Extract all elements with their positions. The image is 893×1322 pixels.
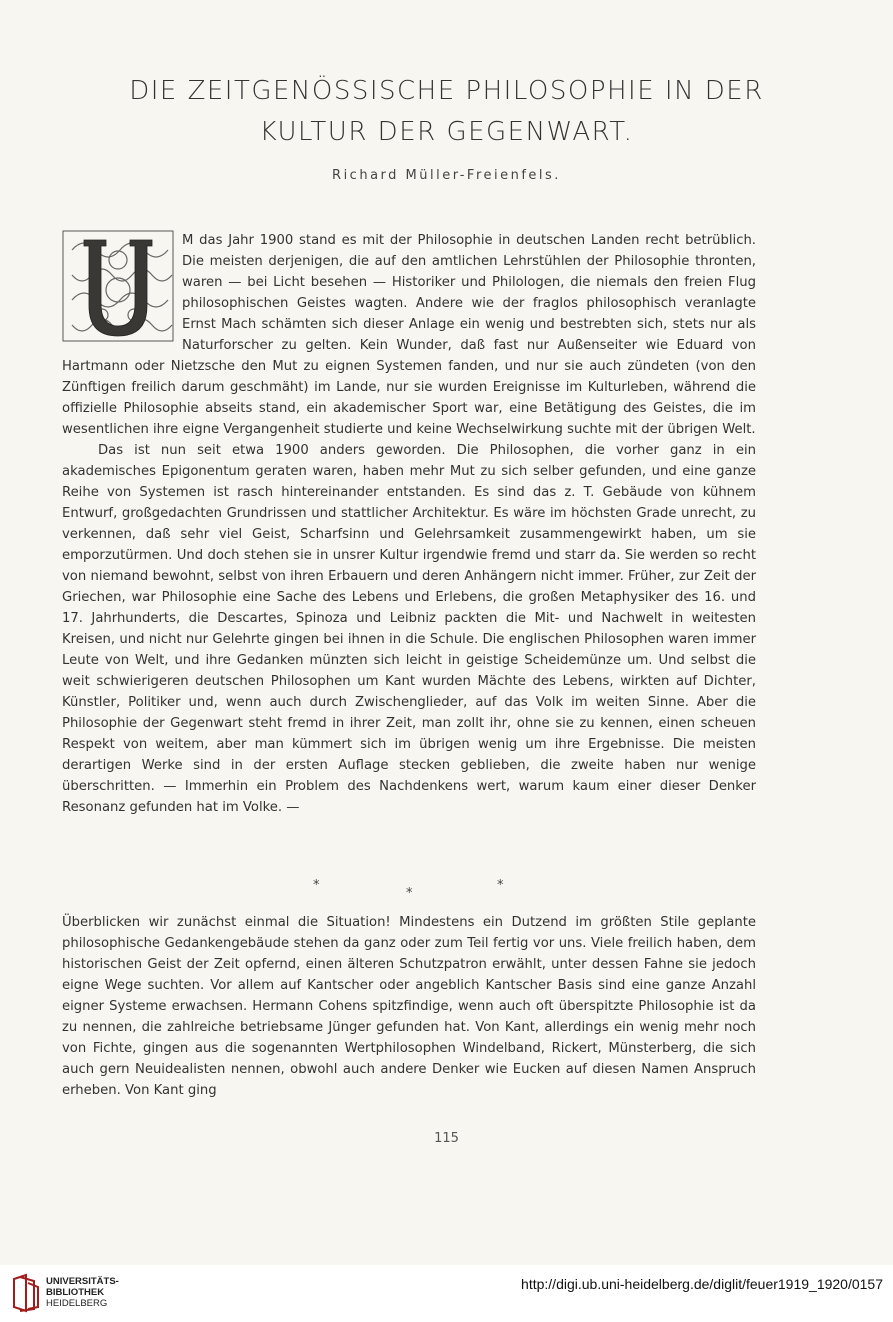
section-separator bbox=[0, 878, 893, 901]
text-section-2 bbox=[62, 912, 756, 1101]
paragraph-2: Das ist nun seit etwa 1900 anders geworden. Die Philosophen, die vorher ganz in ein akademisches Epigonentum geraten waren, haben mehr Mut zu sich selber gefunden, und eine ganze Reihe von Systemen ist rasch hintereinander entstanden. Es sind das z. T. Gebäude von kühnem Entwurf, großgedachten Grundrissen und stattlicher Architektur. Es wäre im höchsten Grade unrecht, zu verkennen, daß sehr viel Geist, Scharfsinn und Gelehrsamkeit zusammengewirkt haben, um sie emporzutürmen. Und doch stehen sie in unsrer Kultur irgendwie fremd und starr da. Sie werden so recht von niemand bewohnt, selbst von ihren Erbauern und deren Anhängern nicht immer. Früher, zur Zeit der Griechen, war Philosophie eine Sache des Lebens und Erlebens, die großen Metaphysiker des 16. und 17. Jahrhunderts, die Descartes, Spinoza und Leibniz packten die Mit- und Nachwelt in weitesten Kreisen, und nicht nur Gelehrte gingen bei ihnen in die Schule. Die englischen Philosophen waren immer Leute von Welt, und ihre Gedanken münzten sich leicht in geistige Scheidemünze um. Und selbst die weit schwierigeren deutschen Philosophen um Kant wurden Mächte des Lebens, wirkten auf Dichter, Künstler, Politiker und, wenn auch durch Zwischenglieder, auf das Volk im weiten Sinne. Aber die Philosophie der Gegenwart steht fremd in ihrer Zeit, man zollt ihr, ohne sie zu kennen, einen scheuen Respekt von weitem, aber man kümmert sich im übrigen wenig um ihre Ergebnisse. Die meisten derartigen Werke sind in der ersten Auflage stecken geblieben, die zweite haben nur wenige überschritten. — Immerhin ein Problem des Nachdenkens wert, warum kaum einer dieser Denker Resonanz gefunden hat im Volke. — bbox=[62, 443, 756, 815]
footer-bar bbox=[0, 1265, 893, 1322]
library-name[interactable] bbox=[46, 1276, 119, 1309]
decorative-initial-u-icon bbox=[62, 230, 174, 342]
paragraph-1: M das Jahr 1900 stand es mit der Philosophie in deutschen Landen recht betrüblich. Die meisten derjenigen, die auf den amtlichen Lehrstühlen der Philosophie thronten, waren — bei Licht besehen — Historiker und Philologen, die niemals den freien Flug philosophischen Geistes wagten. Andere wie der fraglos philosophisch veranlagte Ernst Mach schämten sich dieser Anlage ein wenig und bestrebten sich, stets nur als Naturforscher zu gelten. Kein Wunder, daß fast nur Außenseiter wie Eduard von Hartmann oder Nietzsche den Mut zu eignen Systemen fanden, und nur sie auch zündeten (von den Zünftigen freilich darum geschmäht) im Lande, nur sie wurden Ereignisse im Kulturleben, während die offizielle Philosophie abseits stand, ein akademischer Sport war, eine Betätigung des Geistes, die im wesentlichen ihre eigne Vergangenheit studierte und keine Wechselwirkung suchte mit der übrigen Welt. bbox=[62, 233, 756, 437]
initial-letter: U bbox=[113, 284, 123, 295]
separator-star-2: * bbox=[406, 886, 413, 901]
text-section-1 bbox=[62, 230, 756, 818]
library-name-line-1: UNIVERSITÄTS- bbox=[46, 1276, 119, 1287]
library-name-line-3: HEIDELBERG bbox=[46, 1298, 108, 1309]
title-line-1: DIE ZEITGENÖSSISCHE PHILOSOPHIE IN DER bbox=[129, 76, 764, 106]
library-name-line-2: BIBLIOTHEK bbox=[46, 1287, 105, 1298]
title-line-2: KULTUR DER GEGENWART. bbox=[259, 117, 634, 147]
paragraph-3: Überblicken wir zunächst einmal die Situation! Mindestens ein Dutzend im größten Stile geplante philosophische Gedankengebäude stehen da ganz oder zum Teil fertig vor uns. Viele freilich haben, dem historischen Geist der Zeit opfernd, einen älteren Schutzpatron erwählt, unter dessen Fahne sie jedoch eigne Wege suchten. Vor allem auf Kantscher oder angeblich Kantscher Basis sind eine ganze Anzahl eigner Systeme erwachsen. Hermann Cohens spitzfindige, wenn auch oft überspitzte Philosophie ist da zu nennen, die zahlreiche betriebsame Jünger gefunden hat. Von Kant, allerdings ein wenig mehr noch von Fichte, gingen aus die sogenannten Wertphilosophen Windelband, Rickert, Münsterberg, die sich auch gern Neuidealisten nennen, obwohl auch andere Denker wie Eucken auf diesen Namen Anspruch erheben. Von Kant ging bbox=[62, 915, 756, 1098]
page-number: 115 bbox=[434, 1131, 459, 1146]
separator-star-3: * bbox=[497, 878, 504, 893]
document-url-link[interactable]: http://digi.ub.uni-heidelberg.de/diglit/feuer1919_1920/0157 bbox=[521, 1276, 883, 1292]
university-library-logo-icon[interactable] bbox=[10, 1273, 40, 1313]
author-name: Richard Müller-Freienfels. bbox=[332, 168, 561, 183]
separator-star-1: * bbox=[313, 878, 320, 893]
